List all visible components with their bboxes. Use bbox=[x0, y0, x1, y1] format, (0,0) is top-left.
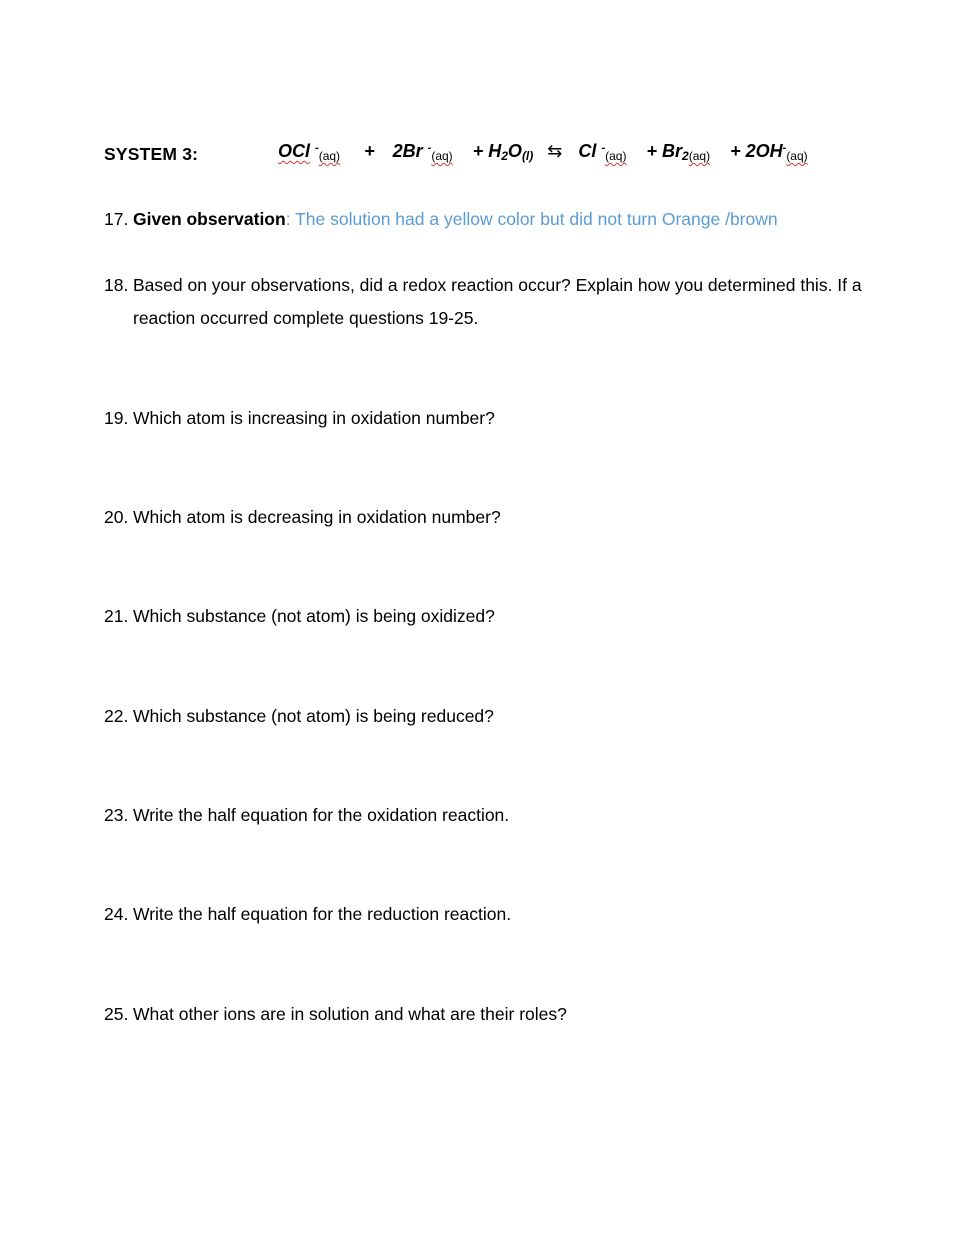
question-text: Based on your observations, did a redox reaction occur? Explain how you determined this. If a reaction occurred complete questions 19-25. bbox=[133, 275, 862, 328]
species-br: 2Br bbox=[392, 141, 423, 161]
question-24 bbox=[104, 898, 864, 931]
state-cl: (aq) bbox=[605, 149, 627, 163]
question-number: 17. bbox=[104, 209, 129, 229]
question-text: Which substance (not atom) is being oxidized? bbox=[133, 606, 495, 626]
colon: : bbox=[285, 209, 291, 229]
reactant-bromide bbox=[393, 141, 453, 163]
subscript-br2: 2 bbox=[682, 149, 689, 163]
reaction-equation bbox=[278, 141, 808, 163]
charge-cl: - bbox=[601, 142, 606, 154]
question-number: 19. bbox=[104, 408, 129, 428]
species-h: H bbox=[488, 141, 502, 161]
question-number: 20. bbox=[104, 507, 129, 527]
system-heading bbox=[104, 141, 864, 171]
question-number: 24. bbox=[104, 904, 129, 924]
state-br2: (aq) bbox=[688, 149, 711, 163]
species-o: O bbox=[507, 141, 522, 161]
given-observation-label: Given observation bbox=[133, 209, 286, 229]
question-23 bbox=[104, 799, 864, 832]
species-cl: Cl bbox=[578, 141, 597, 161]
question-22 bbox=[104, 700, 864, 733]
state-oh: (aq) bbox=[786, 149, 808, 163]
question-text: Write the half equation for the oxidation reaction. bbox=[133, 805, 510, 825]
species-oh: 2OH bbox=[745, 141, 783, 161]
plus-sign: + bbox=[646, 141, 657, 161]
question-17 bbox=[104, 203, 864, 236]
question-text: What other ions are in solution and what are their roles? bbox=[133, 1004, 567, 1024]
reactant-hypochlorite bbox=[278, 141, 340, 163]
product-bromine bbox=[662, 141, 710, 163]
species-ocl: OCl bbox=[278, 141, 311, 161]
question-number: 21. bbox=[104, 606, 129, 626]
question-19 bbox=[104, 402, 864, 435]
question-number: 22. bbox=[104, 706, 129, 726]
reactant-water bbox=[488, 141, 533, 163]
equilibrium-arrow-icon: ⇆ bbox=[547, 141, 563, 161]
charge-oh: - bbox=[782, 142, 787, 154]
charge-br: - bbox=[427, 142, 432, 154]
question-20 bbox=[104, 501, 864, 534]
question-number: 18. bbox=[104, 275, 129, 295]
observation-answer: The solution had a yellow color but did not turn Orange /brown bbox=[290, 209, 778, 229]
question-21 bbox=[104, 600, 864, 633]
question-number: 25. bbox=[104, 1004, 129, 1024]
question-18 bbox=[104, 269, 864, 335]
plus-sign: + bbox=[364, 141, 375, 161]
question-text: Write the half equation for the reduction reaction. bbox=[133, 904, 512, 924]
state-br: (aq) bbox=[431, 149, 453, 163]
plus-sign: + bbox=[472, 141, 484, 161]
system-label: SYSTEM 3: bbox=[104, 144, 199, 164]
question-text bbox=[133, 203, 864, 236]
charge-ocl: - bbox=[315, 142, 319, 154]
product-hydroxide bbox=[746, 141, 808, 163]
plus-sign: + bbox=[730, 141, 741, 161]
state-water: (l) bbox=[521, 149, 534, 163]
state-ocl: (aq) bbox=[318, 149, 341, 163]
subscript-h2: 2 bbox=[501, 149, 508, 163]
species-br2: Br bbox=[662, 141, 683, 161]
question-25 bbox=[104, 998, 864, 1031]
question-text: Which atom is increasing in oxidation number? bbox=[133, 408, 495, 428]
question-number: 23. bbox=[104, 805, 129, 825]
product-chloride bbox=[578, 141, 626, 163]
question-text: Which atom is decreasing in oxidation number? bbox=[133, 507, 501, 527]
question-text: Which substance (not atom) is being reduced? bbox=[133, 706, 494, 726]
